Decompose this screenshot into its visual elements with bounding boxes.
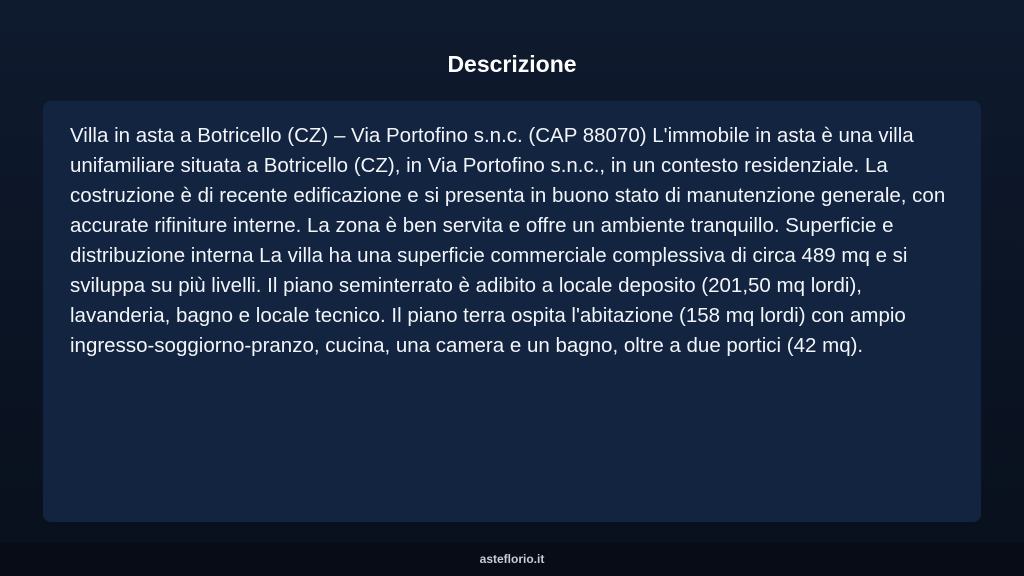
footer-bar <box>0 543 1024 576</box>
footer-brand: asteflorio.it <box>479 552 545 566</box>
page-title: Descrizione <box>447 51 577 77</box>
description-text: Villa in asta a Botricello (CZ) – Via Portofino s.n.c. (CAP 88070) L'immobile in asta è una villa unifamiliare situata a Botricello (CZ), in Via Portofino s.n.c., in un contesto residenziale. La costruzione è di recente edificazione e si presenta in buono stato di manutenzione generale, con accurate rifiniture interne. La zona è ben servita e offre un ambiente tranquillo. Superficie e distribuzione interna La villa ha una superficie commerciale complessiva di circa 489 mq e si sviluppa su più livelli. Il piano seminterrato è adibito a locale deposito (201,50 mq lordi), lavanderia, bagno e locale tecnico. Il piano terra ospita l'abitazione (158 mq lordi) con ampio ingresso-soggiorno-pranzo, cucina, una camera e un bagno, oltre a due portici (42 mq). <box>70 124 946 357</box>
description-card <box>43 101 981 522</box>
